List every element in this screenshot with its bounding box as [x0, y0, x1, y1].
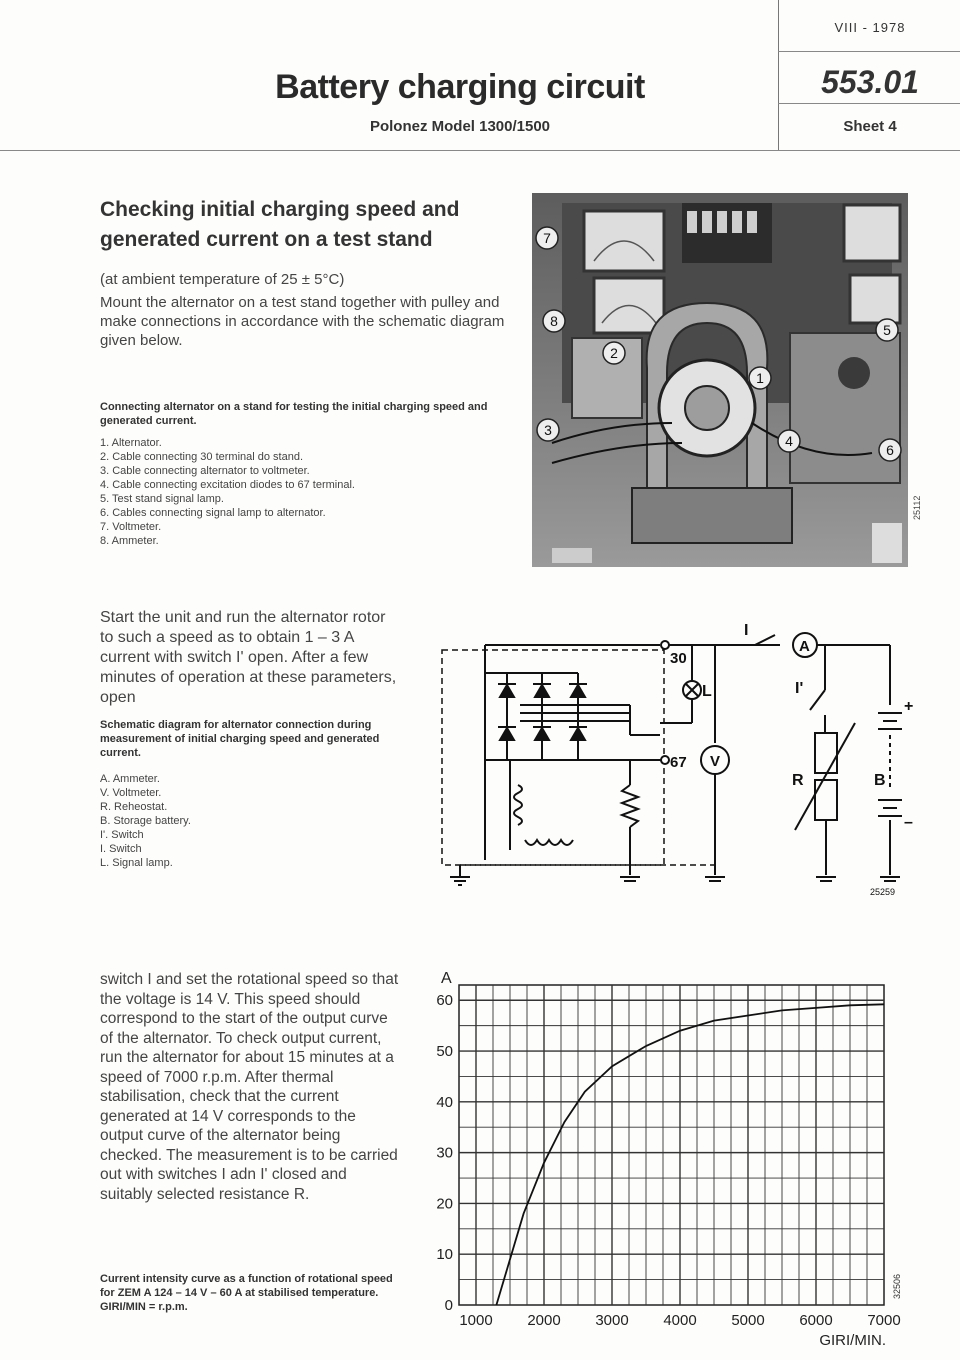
mount-instructions: Mount the alternator on a test stand together with pulley and make connections in accordance with the schematic diagram given below. — [100, 294, 505, 349]
legend-item: A. Ammeter. — [100, 773, 160, 785]
photo-legend — [100, 436, 510, 548]
switch-i-prime-label: I' — [795, 680, 804, 697]
y-tick-label: 0 — [444, 1297, 453, 1314]
photo-caption: Connecting alternator on a stand for testing the initial charging speed and generated current. — [100, 401, 488, 427]
chart-ref-number: 32506 — [892, 1273, 902, 1299]
section-code: 553.01 — [821, 64, 919, 100]
ambient-note: (at ambient temperature of 25 ± 5°C) — [100, 271, 345, 288]
x-tick-label: 4000 — [663, 1312, 697, 1329]
terminal-30-label: 30 — [670, 650, 687, 667]
y-tick-label: 40 — [436, 1093, 453, 1111]
voltmeter-label: V — [710, 753, 721, 770]
battery-minus-label: – — [904, 814, 913, 831]
x-tick-label: 2000 — [527, 1312, 561, 1329]
legend-item: 3. Cable connecting alternator to voltmeter. — [100, 465, 310, 477]
photo-callout-label: 5 — [883, 322, 891, 338]
header-box-line — [778, 51, 960, 52]
test-stand-photo — [532, 193, 908, 567]
legend-item: 4. Cable connecting excitation diodes to 67 terminal. — [100, 479, 355, 491]
photo-callout-label: 3 — [544, 422, 552, 438]
photo-callout-label: 4 — [785, 433, 793, 449]
legend-item: R. Reheostat. — [100, 801, 168, 813]
measurement-instructions: switch I and set the rotational speed so that the voltage is 14 V. This speed should correspond to the start of the output curve of the alternator. To check output current, run the alternator for about 15 minutes at a speed of 7000 r.p.m. After thermal stabilisation, check that the current generated at 14 V corresponds to the output curve of the alternator being checked. The measurement is to be carried out with switches I adn I' closed and suitably selected resistance R. — [100, 971, 399, 1203]
page-subtitle: Polonez Model 1300/1500 — [369, 118, 551, 135]
section-heading: Checking initial charging speed and generated current on a test stand — [100, 198, 460, 251]
legend-item: 2. Cable connecting 30 terminal do stand. — [100, 451, 304, 463]
x-tick-label: 3000 — [595, 1312, 629, 1329]
edition-label: VIII - 1978 — [834, 20, 906, 35]
legend-item: V. Voltmeter. — [100, 787, 162, 799]
page-title: Battery charging circuit — [275, 68, 645, 106]
x-tick-label: 5000 — [731, 1312, 765, 1329]
y-tick-label: 10 — [436, 1246, 453, 1264]
schematic-legend — [100, 772, 400, 870]
schematic-svg — [430, 615, 920, 900]
rheostat-label: R — [792, 772, 804, 789]
photo-ref-number: 25112 — [912, 495, 922, 520]
legend-item: L. Signal lamp. — [100, 857, 173, 869]
plot-frame — [459, 985, 884, 1305]
y-axis-label: A — [441, 970, 452, 987]
battery-label: B — [874, 772, 886, 789]
photo-callout-label: 1 — [756, 370, 764, 386]
y-tick-label: 50 — [436, 1043, 453, 1061]
legend-item: I'. Switch — [100, 829, 144, 841]
header-box-line — [778, 103, 960, 104]
photo-callout-label: 7 — [543, 230, 551, 246]
schematic-caption: Schematic diagram for alternator connection during measurement of initial charging speed and generated current. — [100, 719, 380, 759]
y-tick-label: 20 — [436, 1195, 453, 1213]
output-curve-chart — [414, 960, 914, 1355]
legend-item: 8. Ammeter. — [100, 535, 159, 547]
chart-caption: Current intensity curve as a function of rotational speed for ZEM A 124 – 14 V – 60 A at stabilised temperature. GIRI/MIN = r.p.m. — [100, 1273, 393, 1313]
photo-callout-label: 6 — [886, 442, 894, 458]
y-tick-label: 30 — [436, 1144, 453, 1162]
legend-item: I. Switch — [100, 843, 142, 855]
header-divider — [0, 150, 960, 151]
output-curve-svg — [414, 960, 914, 1355]
ammeter-label: A — [799, 638, 810, 655]
legend-item: 6. Cables connecting signal lamp to alternator. — [100, 507, 326, 519]
x-tick-label: 6000 — [799, 1312, 833, 1329]
schematic-ref-number: 25259 — [870, 887, 896, 897]
terminal-67-label: 67 — [670, 754, 687, 771]
y-tick-label: 60 — [436, 992, 453, 1010]
start-instructions: Start the unit and run the alternator rotor to such a speed as to obtain 1 – 3 A current with switch I' open. After a few minutes of operation at these parameters, open — [100, 609, 397, 706]
output-current-curve — [496, 1004, 884, 1305]
schematic-diagram — [430, 615, 920, 900]
photo-callout-label: 2 — [610, 345, 618, 361]
sheet-label: Sheet 4 — [843, 118, 897, 135]
legend-item: 5. Test stand signal lamp. — [100, 493, 224, 505]
legend-item: B. Storage battery. — [100, 815, 191, 827]
x-tick-label: 7000 — [867, 1312, 901, 1329]
legend-item: 7. Voltmeter. — [100, 521, 162, 533]
battery-plus-label: + — [904, 698, 914, 715]
x-tick-label: 1000 — [459, 1312, 493, 1329]
header-divider-vertical — [778, 0, 779, 150]
switch-i-label: I — [744, 622, 749, 639]
signal-lamp-label: L — [702, 683, 712, 700]
test-stand-illustration — [532, 193, 908, 567]
photo-callout-label: 8 — [550, 313, 558, 329]
legend-item: 1. Alternator. — [100, 437, 162, 449]
x-axis-label: GIRI/MIN. — [819, 1332, 886, 1349]
